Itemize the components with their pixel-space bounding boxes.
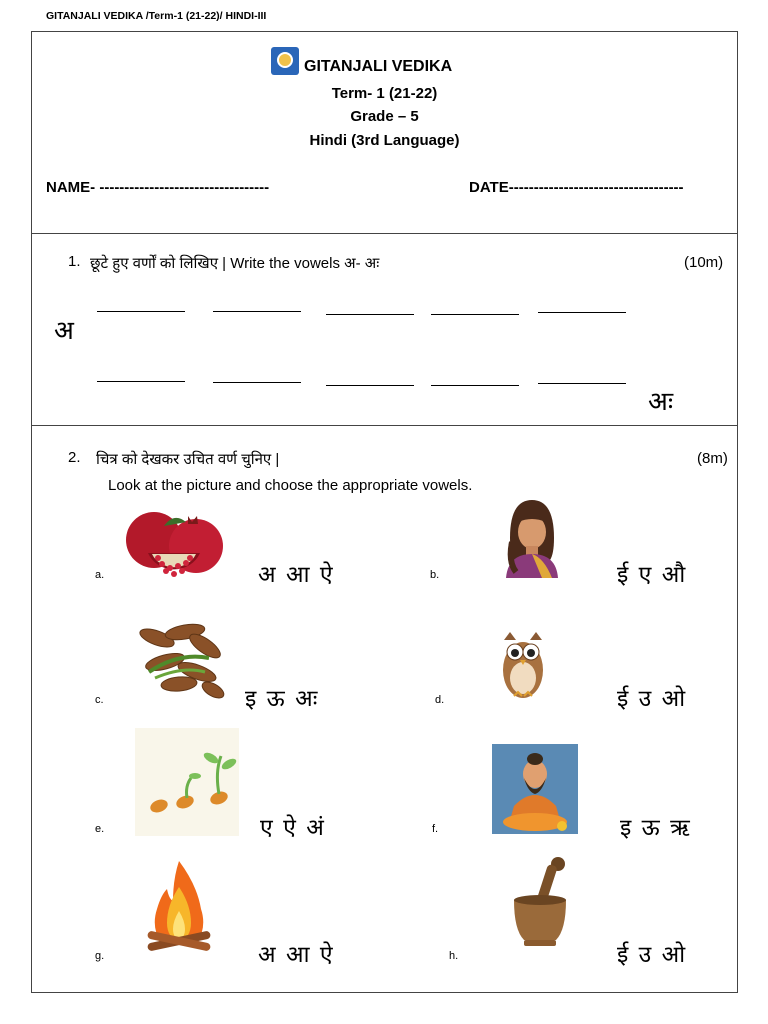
pomegranate-icon	[118, 508, 224, 582]
header-divider	[31, 233, 738, 234]
q1-text: छूटे हुए वर्णों को लिखिए | Write the vowels अ- अः	[90, 255, 380, 272]
vowel-choices[interactable]: ई उ ओ	[617, 685, 688, 711]
vowel-choices[interactable]: अ आ ऐ	[258, 561, 335, 587]
term-label: Term- 1 (21-22)	[331, 85, 438, 102]
q2-marks: (8m)	[697, 450, 728, 467]
bonfire-icon	[143, 857, 215, 957]
vowel-choices[interactable]: ई उ ओ	[617, 941, 688, 967]
item-letter: g.	[95, 950, 105, 962]
q2-number: 2.	[68, 449, 81, 466]
q1-end-letter: अः	[648, 386, 674, 416]
sprouting-seeds-icon	[135, 728, 239, 836]
answer-blank[interactable]	[431, 314, 519, 315]
answer-blank[interactable]	[326, 385, 414, 386]
answer-blank[interactable]	[97, 311, 185, 312]
vowel-choices[interactable]: इ ऊ अः	[245, 685, 320, 711]
q1-start-letter: अ	[54, 315, 74, 345]
date-field[interactable]: DATE-----------------------------------	[469, 179, 684, 196]
answer-blank[interactable]	[431, 385, 519, 386]
grade-label: Grade – 5	[350, 108, 419, 125]
school-logo-icon	[271, 47, 299, 75]
q2-text-hindi: चित्र को देखकर उचित वर्ण चुनिए |	[96, 451, 280, 468]
q2-text-english: Look at the picture and choose the appropriate vowels.	[108, 477, 473, 494]
mortar-and-pestle-icon	[510, 856, 570, 960]
subject-label: Hindi (3rd Language)	[309, 132, 460, 149]
q1-number: 1.	[68, 253, 81, 270]
item-letter: h.	[449, 950, 459, 962]
item-letter: d.	[435, 694, 445, 706]
sage-icon	[492, 744, 578, 834]
item-letter: f.	[432, 823, 439, 835]
owl-icon	[500, 630, 546, 700]
vowel-choices[interactable]: इ ऊ ऋ	[620, 814, 692, 840]
answer-blank[interactable]	[326, 314, 414, 315]
item-letter: a.	[95, 569, 105, 581]
item-letter: e.	[95, 823, 105, 835]
answer-blank[interactable]	[213, 382, 301, 383]
question-divider	[31, 425, 738, 426]
answer-blank[interactable]	[97, 381, 185, 382]
running-header: GITANJALI VEDIKA /Term-1 (21-22)/ HINDI-III	[46, 10, 267, 22]
tamarind-icon	[135, 620, 227, 700]
item-letter: c.	[95, 694, 104, 706]
answer-blank[interactable]	[213, 311, 301, 312]
school-name: GITANJALI VEDIKA	[304, 58, 453, 75]
woman-icon	[502, 498, 560, 578]
answer-blank[interactable]	[538, 383, 626, 384]
vowel-choices[interactable]: अ आ ऐ	[258, 941, 335, 967]
item-letter: b.	[430, 569, 440, 581]
q1-marks: (10m)	[684, 254, 724, 271]
name-field[interactable]: NAME- ----------------------------------	[46, 179, 270, 196]
vowel-choices[interactable]: ए ऐ अं	[260, 814, 326, 840]
vowel-choices[interactable]: ई ए औ	[617, 561, 688, 587]
answer-blank[interactable]	[538, 312, 626, 313]
